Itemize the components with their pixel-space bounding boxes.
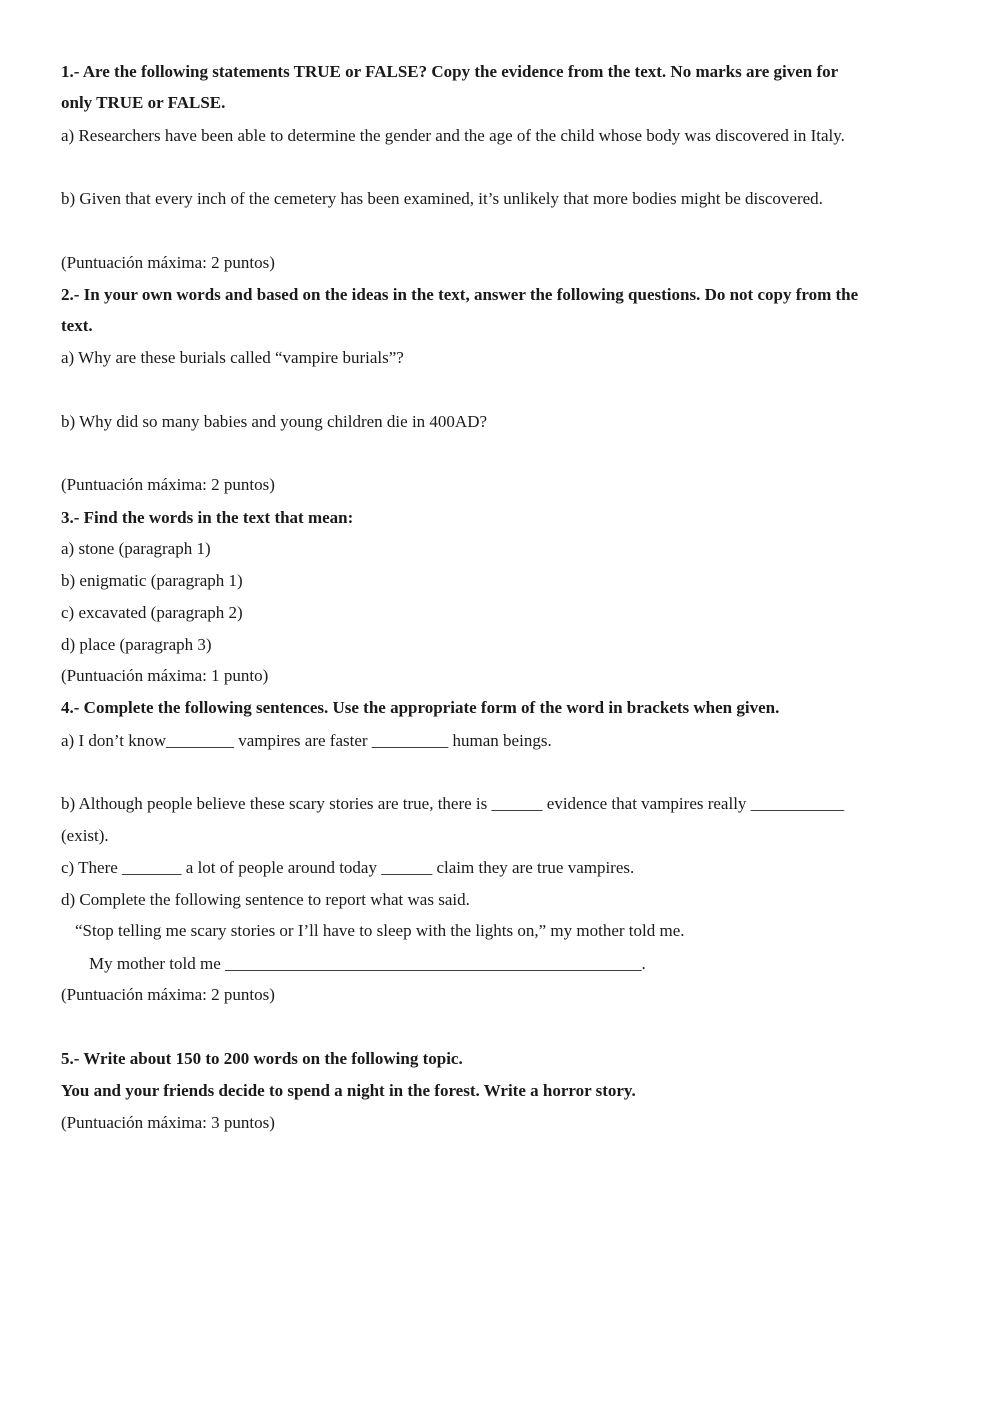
q3-item-b: b) enigmatic (paragraph 1) [61,571,243,590]
q2-score: (Puntuación máxima: 2 puntos) [61,475,275,494]
q1-heading-line2: only TRUE or FALSE. [61,93,226,112]
q3-item-c: c) excavated (paragraph 2) [61,603,243,622]
q1-score: (Puntuación máxima: 2 puntos) [61,253,275,272]
q2-heading-line2: text. [61,316,93,335]
q4-score: (Puntuación máxima: 2 puntos) [61,985,275,1004]
q4-sentence-d: d) Complete the following sentence to report what was said. [61,890,470,909]
q2-heading-line1: 2.- In your own words and based on the ideas in the text, answer the following questions. Do not copy from the [61,285,859,304]
q4-sentence-b-line2: (exist). [61,826,109,845]
q5-heading: 5.- Write about 150 to 200 words on the following topic. [61,1049,463,1068]
q3-score: (Puntuación máxima: 1 punto) [61,666,269,685]
q3-heading: 3.- Find the words in the text that mean: [61,508,354,527]
q2-question-a: a) Why are these burials called “vampire burials”? [61,348,404,367]
q1-statement-a: a) Researchers have been able to determine the gender and the age of the child whose body was discovered in Italy. [61,126,845,145]
q4-heading: 4.- Complete the following sentences. Use the appropriate form of the word in brackets when given. [61,698,780,717]
q5-topic: You and your friends decide to spend a night in the forest. Write a horror story. [61,1081,636,1100]
q4-sentence-c: c) There _______ a lot of people around today ______ claim they are true vampires. [61,858,635,877]
q1-statement-b: b) Given that every inch of the cemetery has been examined, it’s unlikely that more bodies might be discovered. [61,189,823,208]
q5-score: (Puntuación máxima: 3 puntos) [61,1113,275,1132]
q4-reported-quote: “Stop telling me scary stories or I’ll have to sleep with the lights on,” my mother told me. [75,921,685,940]
q2-question-b: b) Why did so many babies and young children die in 400AD? [61,412,488,431]
q4-sentence-b-line1: b) Although people believe these scary stories are true, there is ______ evidence that vampires really ___________ [61,794,845,813]
q3-item-d: d) place (paragraph 3) [61,635,212,654]
q4-report-line: My mother told me _________________________________________________. [89,954,646,973]
q4-sentence-a: a) I don’t know________ vampires are faster _________ human beings. [61,731,552,750]
q1-heading-line1: 1.- Are the following statements TRUE or FALSE? Copy the evidence from the text. No marks are given for [61,62,839,81]
q3-item-a: a) stone (paragraph 1) [61,539,211,558]
